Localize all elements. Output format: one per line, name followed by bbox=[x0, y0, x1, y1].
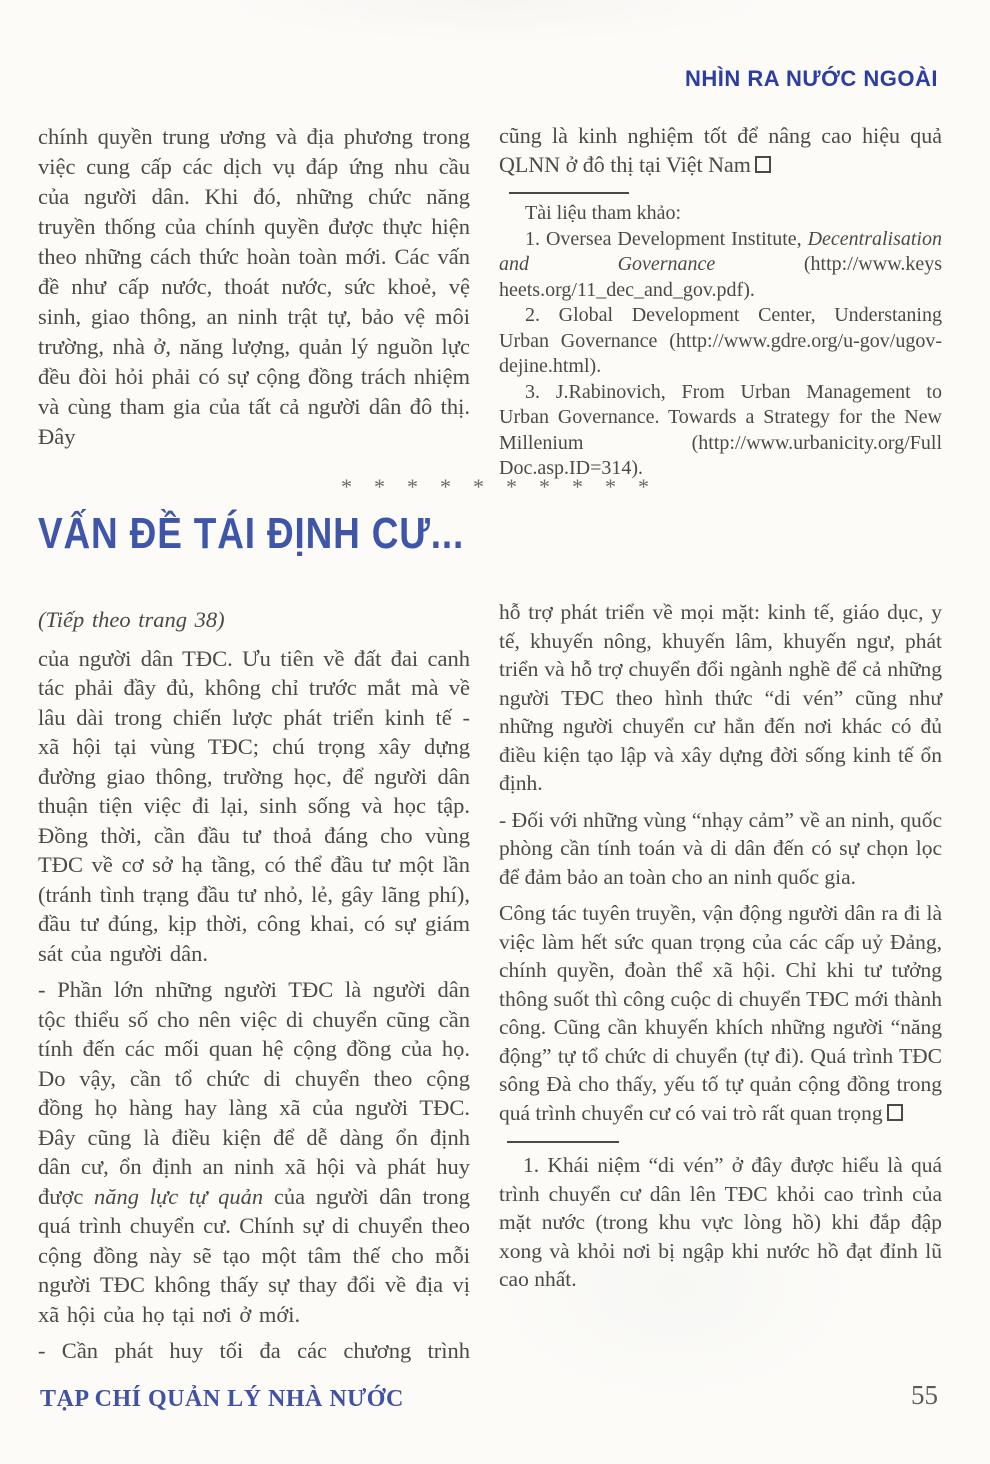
main-article-columns bbox=[38, 598, 942, 1366]
paragraph bbox=[499, 899, 942, 1127]
journal-name: TẠP CHÍ QUẢN LÝ NHÀ NƯỚC bbox=[40, 1386, 404, 1412]
reference-item: 2. Global Development Center, Understaning Urban Governance (http://www.gdre.org/u-gov/ugov-dejine.html). bbox=[499, 304, 942, 377]
reference-item: 3. J.Rabinovich, From Urban Management to Urban Governance. Towards a Strategy for the New Millenium (http://www.urbanicity.org/Full Doc.asp.ID=314). bbox=[499, 380, 942, 479]
paragraph: của người dân TĐC. Ưu tiên về đất đai canh tác phải đầy đủ, không chỉ trước mắt mà về lâu dài trong chiến lược phát triển kinh tế - xã hội tại vùng TĐC; chú trọng xây dựng đường giao thông, trường học, để người dân thuận tiện việc đi lại, sinh sống và học tập. Đồng thời, cần đầu tư thoả đáng cho vùng TĐC về cơ sở hạ tầng, có thể đầu tư một lần (tránh tình trạng đầu tư nhỏ, lẻ, gây lãng phí), đầu tư đúng, kịp thời, công khai, có sự giám sát của người dân. bbox=[38, 645, 470, 966]
references-heading: Tài liệu tham khảo: bbox=[525, 202, 682, 224]
article-title: VẤN ĐỀ TÁI ĐỊNH CƯ... bbox=[38, 509, 465, 558]
paragraph-text: của người dân trong quá trình chuyển cư. Chính sự di chuyển theo cộng đồng này sẽ tạo một tâm thế cho mỗi người TĐC không thấy sự thay đổi về địa vị xã hội của họ tại nơi ở mới. bbox=[38, 1183, 470, 1327]
footnote-divider bbox=[507, 1141, 619, 1143]
paragraph bbox=[38, 975, 470, 1329]
page-number: 55 bbox=[911, 1380, 938, 1410]
paragraph: - Đối với những vùng “nhạy cảm” về an ninh, quốc phòng cần tính toán và di dân đến có sự chọn lọc để đảm bảo an toàn cho an ninh quốc gia. bbox=[499, 807, 942, 889]
main-left-column bbox=[38, 598, 470, 1366]
reference-item bbox=[499, 227, 942, 304]
references bbox=[499, 201, 942, 482]
paragraph: chính quyền trung ương và địa phương trong việc cung cấp các dịch vụ đáp ứng nhu cầu của người dân. Khi đó, những chức năng truyền thống của chính quyền được thực hiện theo những cách thức hoàn toàn mới. Các vấn đề như cấp nước, thoát nước, sức khoẻ, vệ sinh, giao thông, an ninh trật tự, bảo vệ môi trường, nhà ở, năng lượng, quản lý nguồn lực đều đòi hỏi phải có sự cộng đồng trách nhiệm và cùng tham gia của tất cả người dân đô thị. Đây bbox=[38, 124, 470, 449]
references-divider bbox=[509, 192, 629, 194]
paragraph-italic-text: năng lực tự quản bbox=[94, 1183, 264, 1209]
top-right-column bbox=[499, 122, 942, 482]
top-left-column bbox=[38, 122, 470, 482]
reference-italic-title: Decentralisation and Governance bbox=[499, 227, 942, 275]
asterisk-separator: ********** bbox=[341, 474, 671, 499]
paragraph: hỗ trợ phát triển về mọi mặt: kinh tế, giáo dục, y tế, khuyến nông, khuyến lâm, khuyến ngư, phát triển và hỗ trợ chuyển đổi ngành nghề để cả những người TĐC theo hình thức “di vén” cũng như những người chuyển cư hẳn đến nơi khác có đủ điều kiện tạo lập và xây dựng đời sống kinh tế ổn định. bbox=[499, 600, 942, 795]
section-header: NHÌN RA NƯỚC NGOÀI bbox=[685, 66, 938, 91]
continuation-note: (Tiếp theo trang 38) bbox=[38, 607, 225, 632]
footnote: 1. Khái niệm “di vén” ở đây được hiểu là quá trình chuyển cư dân lên TĐC khỏi cao trình của mặt nước (trong khu vực lòng hồ) khi đắp đập xong và khỏi nơi bị ngập khi nước hồ đạt đỉnh lũ cao nhất. bbox=[499, 1153, 942, 1291]
end-of-article-icon bbox=[755, 156, 771, 173]
paragraph-text: cũng là kinh nghiệm tốt để nâng cao hiệu quả QLNN ở đô thị tại Việt Nam bbox=[499, 123, 942, 177]
paragraph-text: - Phần lớn những người TĐC là người dân tộc thiểu số cho nên việc di chuyển cũng cần tính đến các mối quan hệ cộng đồng của họ. Do vậy, cần tổ chức di chuyển theo cộng đồng họ hàng hay làng xã của người TĐC. Đây cũng là điều kiện để dễ dàng ổn định dân cư, ổn định an ninh xã hội và phát huy được bbox=[38, 977, 470, 1209]
paragraph: - Cần phát huy tối đa các chương trình bbox=[38, 1338, 470, 1363]
main-right-column bbox=[499, 598, 942, 1366]
reference-text: (http://www.keys heets.org/11_dec_and_gov.pdf). bbox=[499, 253, 942, 301]
paragraph-text: Công tác tuyên truyền, vận động người dân ra đi là việc làm hết sức quan trọng của các cấp uỷ Đảng, chính quyền, đoàn thể xã hội. Chỉ khi tư tưởng thông suốt thì công cuộc di chuyển TĐC mới thành công. Cũng cần khuyến khích những người “năng động” tự tổ chức di chuyển (tự đi). Quá trình TĐC sông Đà cho thấy, yếu tố tự quản cộng đồng trong quá trình chuyển cư có vai trò rất quan trọng bbox=[499, 901, 942, 1125]
paragraph bbox=[499, 122, 942, 179]
reference-text: 1. Oversea Development Institute, bbox=[525, 227, 808, 250]
top-article-columns bbox=[38, 122, 942, 482]
end-of-article-icon bbox=[887, 1104, 903, 1121]
